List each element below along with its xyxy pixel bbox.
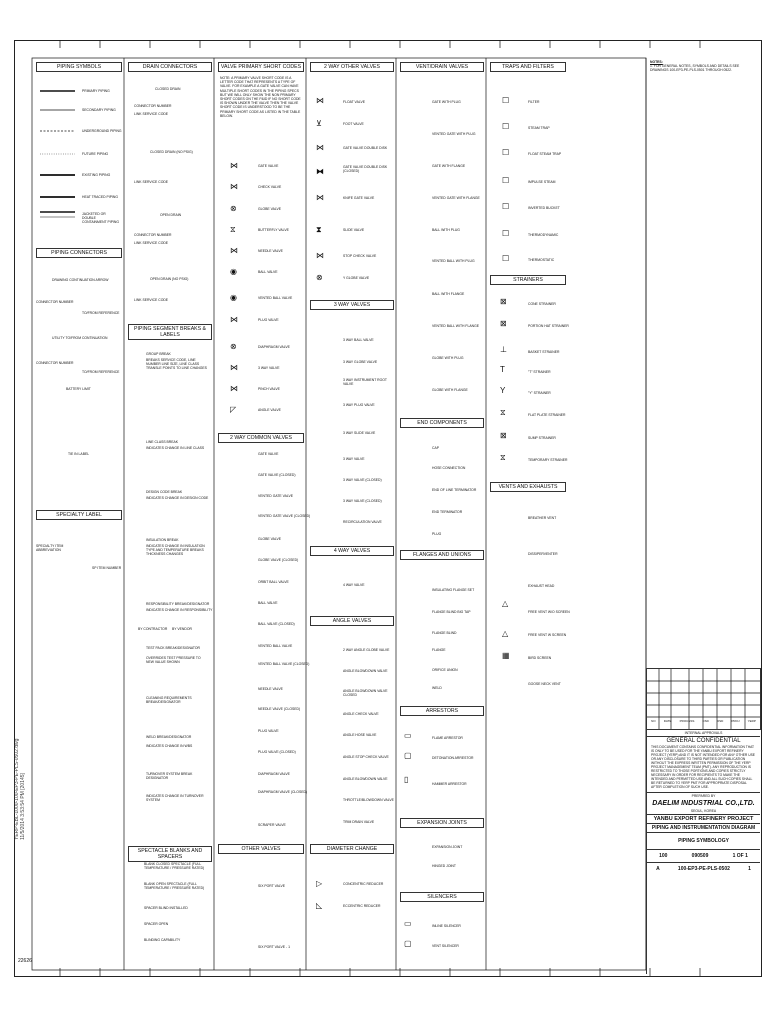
label-st-3: "T" STRAINER [528,370,551,374]
label-jacketed-piping: JACKETED OR DOUBLE CONTAINMENT PIPING [82,212,119,224]
label-3w-1: 3 WAY GLOBE VALVE [343,360,378,364]
label-cv-1: GATE VALVE (CLOSED) [258,473,296,477]
rev-col-date: DATE [663,719,672,723]
header-2way-common: 2 WAY COMMON VALVES [218,433,304,443]
label-fl-4: ORIFICE UNION [432,668,458,672]
label-cv-4: GLOBE VALVE [258,537,282,541]
label-six-port: SIX PORT VALVE [258,884,286,888]
company-city: SEOUL, KOREA [690,809,717,813]
label-st-7: TEMPORARY STRAINER [528,458,568,462]
angle-valve-icon: ◸ [230,405,237,414]
label-cleaning: CLEANING REQUIREMENTS BREAK/DESIGNATOR [146,696,192,704]
label-spacer-blind: SPACER BLIND INSTALLED [144,906,188,910]
header-flanges: FLANGES AND UNIONS [400,550,484,560]
label-av-2: ANGLE BLOWDOWN VALVE CLOSED [343,689,388,697]
label-3w-7: 3 WAY VALVE (CLOSED) [343,499,382,503]
pinch-valve-icon: ⋈ [230,384,238,393]
label-vd-2: GATE WITH FLANGE [432,164,466,168]
gate-double-disk-closed-icon: ⧓ [316,167,324,176]
header-vent-drain: VENT/DRAIN VALVES [400,62,484,72]
y-strainer-icon: Y [500,386,506,395]
label-fl-0: INSULATING FLANGE SET [432,588,475,592]
label-sc-3way: 3 WAY VALVE [258,366,280,370]
label-cv-11: NEEDLE VALVE [258,687,283,691]
label-vd-5: VENTED BALL WITH PLUG [432,259,475,263]
label-drawing-continuation: DRAWING CONTINUATION ARROW [52,278,109,282]
label-sc-diaphragm: DIAPHRAGM VALVE [258,345,290,349]
label-av-8: TRIM DRAIN VALVE [343,820,375,824]
header-4way: 4 WAY VALVES [310,546,394,556]
label-vx-2: EXHAUST HEAD [528,584,555,588]
needle-valve-icon: ⋈ [230,246,238,255]
label-3w-5: 3 WAY VALVE [343,457,365,461]
header-drain-connectors: DRAIN CONNECTORS [128,62,212,72]
label-line-class-desc: INDICATES CHANGE IN LINE CLASS [146,446,205,450]
label-sc-check: CHECK VALVE [258,185,282,189]
label-blank-open: BLANK OPEN SPECTACLE (FULL TEMPERATURE / PRESSURE RATED) [144,882,205,890]
label-vd-8: GLOBE WITH PLUG [432,356,464,360]
drawing-subtitle: PIPING SYMBOLOGY [678,838,729,844]
label-vx-3: FREE VENT W/O SCREEN [528,610,570,614]
label-cv-9: VENTED BALL VALVE [258,644,293,648]
label-vd-6: BALL WITH FLANGE [432,292,465,296]
label-battery-limit: BATTERY LIMIT [66,387,91,391]
label-design-code-break: DESIGN CODE BREAK [146,490,183,494]
label-specialty-abbrev: SPECIALTY ITEM ABBREVIATION [36,544,64,552]
label-sc-gate: GATE VALVE [258,164,279,168]
label-connector-number-2: CONNECTOR NUMBER [36,361,74,365]
free-vent-screen-icon: △ [502,629,509,638]
label-tf-3: IMPULSE STEAM [528,180,556,184]
bird-screen-icon: ▦ [502,651,510,660]
3way-valve-icon: ⋈ [230,363,238,372]
label-group-break: GROUP BREAK [146,352,171,356]
label-primary-piping: PRIMARY PIPING [82,89,110,93]
header-diameter-change: DIAMETER CHANGE [310,844,394,854]
label-fl-5: WELD [432,686,442,690]
label-dc-connector: CONNECTOR NUMBER [134,104,172,108]
label-ec-0: CAP [432,446,439,450]
header-vents: VENTS AND EXHAUSTS [490,482,566,492]
label-dc-service-2: LINK SERVICE CODE [134,180,169,184]
label-insulation-desc: INDICATES CHANGE IN INSULATION TYPE AND TEMPERATURE BREAKS THICKNESS CHANGES [146,544,205,556]
revision-grid [646,668,761,730]
label-av-3: ANGLE CHECK VALVE [343,712,379,716]
rev-col-dsd: DSD [717,719,724,723]
label-cv-14: PLUG VALVE (CLOSED) [258,750,296,754]
steam-trap-icon: ☐ [502,122,510,131]
label-closed-drain-nopsig: CLOSED DRAIN (NO PSIG) [150,150,193,154]
header-spectacle-blanks: SPECTACLE BLANKS AND SPACERS [128,846,212,862]
label-vx-1: DISSIPERVENTER [528,552,558,556]
temp-strainer-icon: ⧖ [500,453,506,462]
label-od-connector: CONNECTOR NUMBER [134,233,172,237]
label-ar-0: FLAME ARRESTOR [432,736,463,740]
rev-col-no: NO [651,719,656,723]
header-piping-symbols: PIPING SYMBOLS [36,62,122,72]
label-od-service-2: LINK SERVICE CODE [134,298,169,302]
label-cv-12: NEEDLE VALVE (CLOSED) [258,707,301,711]
eccentric-reducer-icon: ◺ [316,901,323,910]
project-name: YANBU EXPORT REFINERY PROJECT [653,816,754,822]
label-insulation-break: INSULATION BREAK [146,538,179,542]
label-st-4: "Y" STRAINER [528,391,551,395]
label-vx-4: FREE VENT W SCREEN [528,633,567,637]
label-av-1: ANGLE BLOWDOWN VALVE [343,669,388,673]
label-cv-6: ORBIT BALL VALVE [258,580,289,584]
label-design-code-desc: INDICATES CHANGE IN DESIGN CODE [146,496,209,500]
gate-valve-icon: ⋈ [230,161,238,170]
label-st-0: CONE STRAINER [528,302,556,306]
label-open-drain: OPEN DRAIN [160,213,182,217]
label-tf-6: THERMOSTATIC [528,258,555,262]
label-st-1: PORTION HAT STRAINER [528,324,569,328]
label-tf-0: FILTER [528,100,540,104]
label-cv-7: BALL VALVE [258,601,278,605]
label-ov-2: GATE VALVE DOUBLE DISK [343,146,388,150]
label-six-port-1: SIX PORT VALVE - 1 [258,945,290,949]
file-path-stamp: YERP-EBL-1000-100-EP3-PE-PLS-0502.dwg 11/5/2014 3:53:54 PM [20145] [14,738,26,840]
label-cv-17: SCRAPER VALVE [258,823,286,827]
header-valve-short-codes: VALVE PRIMARY SHORT CODES [218,62,304,72]
header-segment-breaks: PIPING SEGMENT BREAKS & LABELS [128,324,212,340]
label-heat-traced-piping: HEAT TRACED PIPING [82,195,118,199]
concentric-reducer-icon: ▷ [316,879,323,888]
header-traps-filters: TRAPS AND FILTERS [490,62,566,72]
label-responsibility-desc: INDICATES CHANGE IN RESPONSIBILITY [146,608,213,612]
header-2way-other: 2 WAY OTHER VALVES [310,62,394,72]
label-cv-8: BALL VALVE (CLOSED) [258,622,295,626]
knife-gate-icon: ⋈ [316,193,324,202]
label-tf-2: FLOAT STEAM TRAP [528,152,562,156]
inline-silencer-icon: ▭ [404,919,412,928]
label-group-break-desc: BREAKS SERVICE CODE, LINE NUMBER LINE SIZE, LINE CLASS TRANSLE POINTS TO LINE CHANGES [146,358,207,370]
header-silencers: SILENCERS [400,892,484,902]
notes-title: NOTES: [650,60,663,64]
label-ex-0: EXPANSION JOINT [432,845,463,849]
label-fl-2: FLANGE BLIND [432,631,457,635]
label-vd-0: GATE WITH PLUG [432,100,461,104]
label-vd-9: GLOBE WITH FLANGE [432,388,468,392]
rev-letter: A [656,866,660,872]
label-vx-6: GOOSE NECK VENT [528,682,561,686]
title-block [646,730,760,974]
label-cv-15: DIAPHRAGM VALVE [258,772,290,776]
drawing-number-row [647,863,760,875]
label-spacer-open: SPACER OPEN [144,922,169,926]
label-test-pack-desc: OVERRIDES TEST PRESSURE TO NEW VALUE SHOWN [146,656,201,664]
drawing-title: PIPING AND INSTRUMENTATION DIAGRAM [651,825,756,831]
label-3w-3: 3 WAY PLUG VALVE [343,403,375,407]
label-weld-break: WELD BREAK/DESIGNATOR [146,735,192,739]
rev-header-row [647,719,760,723]
unit-number: 100 [659,853,668,859]
rev-col-yerp: YERP [747,719,756,723]
label-od-service: LINK SERVICE CODE [134,241,169,245]
label-vx-0: BREATHER VENT [528,516,557,520]
thermostatic-icon: ☐ [502,254,510,263]
label-future-piping: FUTURE PIPING [82,152,109,156]
label-vd-1: VENTED GATE WITH PLUG [432,132,476,136]
label-cv-5: GLOBE VALVE (CLOSED) [258,558,299,562]
thermodynamic-icon: ☐ [502,229,510,238]
hammer-arrestor-icon: ▯ [404,775,409,784]
label-underground-piping: UNDERGROUND PIPING [82,129,122,133]
label-av-5: ANGLE STOP CHECK VALVE [343,755,389,759]
label-ex-1: HINGED JOINT [432,864,456,868]
globe-valve-icon: ⊗ [230,204,237,213]
notes-block [650,60,758,73]
label-fl-1: FLANGE BLIND BIG TAP [432,610,471,614]
float-trap-icon: ☐ [502,148,510,157]
company-name: DAELIM INDUSTRIAL CO.,LTD. [652,800,755,807]
gate-double-disk-icon: ⋈ [316,143,324,152]
prepared-by: PREPARED BY [691,794,716,798]
label-cv-13: PLUG VALVE [258,729,279,733]
stop-check-icon: ⋈ [316,251,324,260]
label-sc-pinch: PINCH VALVE [258,387,280,391]
label-3w-4: 3 WAY SLIDE VALVE [343,431,376,435]
label-ov-7: Y GLOBE VALVE [343,276,370,280]
label-sc-butterfly: BUTTERFLY VALVE [258,228,289,232]
vented-ball-icon: ◉ [230,293,237,302]
unit-row [647,850,760,862]
label-wbs-desc: INDICATES CHANGE IN WBS [146,744,193,748]
header-arrestors: ARRESTORS [400,706,484,716]
label-fl-3: FLANGE [432,648,446,652]
label-connector-number: CONNECTOR NUMBER [36,300,74,304]
label-sc-vented-ball: VENTED BALL VALVE [258,296,293,300]
label-sc-plug: PLUG VALVE [258,318,279,322]
label-turnover: TURNOVER SYSTEM BREAK DESIGNATOR [146,772,193,780]
plug-valve-icon: ⋈ [230,315,238,324]
t-strainer-icon: T [500,365,505,374]
label-sc-angle: ANGLE VALVE [258,408,281,412]
label-ec-1: HOSE CONNECTION [432,466,466,470]
internal-approvals: INTERNAL APPROVALS [684,731,723,735]
label-ov-3: GATE VALVE DOUBLE DISK (CLOSED) [343,165,388,173]
label-ov-4: KNIFE GATE VALVE [343,196,375,200]
label-st-6: SUMP STRAINER [528,436,556,440]
detonation-arrestor-icon: ▢ [404,751,412,760]
label-blinding-capability: BLINDING CAPABILITY [144,938,181,942]
drawing-number: 100-EP3-PE-PLS-0502 [677,866,730,872]
header-other-valves: OTHER VALVES [218,844,304,854]
label-ec-4: PLUG [432,532,442,536]
label-ar-1: DETONATION ARRESTOR [432,756,474,760]
butterfly-valve-icon: ⧖ [230,225,236,234]
label-turnover-desc: INDICATES CHANGE IN TURNOVER SYSTEM [146,794,204,802]
label-3w-6: 3 WAY VALVE (CLOSED) [343,478,382,482]
foot-valve-icon: ⊻ [316,119,322,128]
label-eccentric: ECCENTRIC REDUCER [343,904,381,908]
label-utility-continuation: UTILITY TO/FROM CONTINUATION [52,336,108,340]
label-concentric: CONCENTRIC REDUCER [343,882,384,886]
impulse-trap-icon: ☐ [502,176,510,185]
label-by-vendor: BY VENDOR [172,627,192,631]
label-ov-1: FOOT VALVE [343,122,364,126]
corner-code: 22626 [18,958,32,964]
label-av-0: 2 WAY ANGLE GLOBE VALVE [343,648,390,652]
filter-icon: ☐ [502,96,510,105]
label-st-2: BASKET STRAINER [528,350,560,354]
label-cv-0: GATE VALVE [258,452,279,456]
header-expansion: EXPANSION JOINTS [400,818,484,828]
label-ov-0: FLOAT VALVE [343,100,365,104]
hat-strainer-icon: ⊠ [500,319,507,328]
label-sp-item-number: SP ITEM NUMBER [92,566,122,570]
y-globe-icon: ⊗ [316,273,323,282]
label-sc-ball: BALL VALVE [258,270,278,274]
confidential-title: GENERAL CONFIDENTIAL [666,738,741,744]
label-cv-10: VENTED BALL VALVE (CLOSED) [258,662,310,666]
sump-strainer-icon: ⊠ [500,431,507,440]
diaphragm-valve-icon: ⊗ [230,342,237,351]
label-vd-7: VENTED BALL WITH FLANGE [432,324,479,328]
label-vx-5: BIRD SCREEN [528,656,552,660]
header-strainers: STRAINERS [490,275,566,285]
label-cv-16: DIAPHRAGM VALVE (CLOSED) [258,790,308,794]
label-responsibility-break: RESPONSIBILITY BREAK/DESIGNATOR [146,602,210,606]
slide-valve-icon: ⧗ [316,225,322,234]
label-ov-5: SLIDE VALVE [343,228,365,232]
label-vd-4: BALL WITH PLUG [432,228,460,232]
label-st-5: FLAT PLATE STRAINER [528,413,566,417]
label-existing-piping: EXISTING PIPING [82,173,111,177]
label-line-class-break: LINE CLASS BREAK [146,440,179,444]
rev-col-process: PROCESS [679,719,695,723]
label-4w-0: 4 WAY VALVE [343,583,365,587]
bucket-trap-icon: ☐ [502,202,510,211]
notes-text: 1. FOR GENERAL NOTES, SYMBOLS AND DETAILS SEE DRAWINGS 100-EP3-PE-PLS-0501 THROUGH 0522. [650,64,740,73]
label-tf-5: THERMODYNAMIC [528,233,559,237]
label-3w-0: 3 WAY BALL VALVE [343,338,374,342]
header-angle-valves: ANGLE VALVES [310,616,394,626]
label-cv-2: VENTED GATE VALVE [258,494,294,498]
label-av-7: THROTTLE/BLOWDOWN VALVE [343,798,394,802]
label-test-pack: TEST PACK BREAK/DESIGNATOR [146,646,201,650]
job-number: 090509 [691,853,709,859]
label-blank-closed: BLANK CLOSED SPECTACLE (FULL TEMPERATURE / PRESSURE RATED) [144,862,205,870]
label-sc-needle: NEEDLE VALVE [258,249,283,253]
label-ec-3: END TERMINATOR [432,510,463,514]
rev-col-proj: PROJ [731,719,740,723]
flat-plate-icon: ⧖ [500,408,506,417]
label-secondary-piping: SECONDARY PIPING [82,108,116,112]
label-tofrom-reference-2: TO/FROM REFERENCE [82,370,120,374]
label-open-drain-nopsig: OPEN DRAIN (NO PSIG) [150,277,189,281]
label-vd-3: VENTED GATE WITH FLANGE [432,196,480,200]
label-cv-3: VENTED GATE VALVE (CLOSED) [258,514,311,518]
float-valve-icon: ⋈ [316,96,324,105]
label-dc-service: LINK SERVICE CODE [134,112,169,116]
label-3w-2: 3 WAY INSTRUMENT ROOT VALVE [343,378,387,386]
label-tf-4: INVERTED BUCKET [528,206,560,210]
flame-arrestor-icon: ▭ [404,731,412,740]
sheet-number: 1 OF 1 [732,853,748,859]
confidential-text: THIS DOCUMENT CONTAINS CONFIDENTIAL INFORMATION THAT IS ONLY TO BE USED FOR THE YANBU EXPORT REFINERY PROJECT (YERP) AND IT IS NOT INTENDED FOR ANY OTHER USE OR ANY DISCLOSURE TO THIRD PARTIES OR PUBLICATION WITHOUT THE EXPRESS WRITTEN PERMISSION OF THE YERP PROJECT MANAGEMENT TEAM (PMT). ANY REPRODUCTION IS RESTRICTED TO THOSE PORTIONS AND COPIES STRICTLY NECESSARY IN ORDER FOR RECIPIENTS TO MAKE THE INTENDED AND PERMITTED USE AND ALL SUCH COPIES SHALL BE RETURNED TO YERP PMT FOR APPROPRIATE DISPOSAL AFTER COMPLETION OF SUCH USE. [651,745,755,789]
short-code-note: NOTE: A PRIMARY VALVE SHORT CODE IS A LETTER CODE THAT REPRESENTS A TYPE OF VALVE. FOR EXAMPLE A GATE VALVE CAN HAVE MULTIPLE SHORT CODES IN THE PIPING SPECS BUT WE WILL ONLY SHOW THE NON PRIMARY SHORT CODES ON THE P&ID IF NO SHORT CODE IS SHOWN UNDER THE VALVE THEN THE VALVE SHORT CODE IS UNDERSTOOD TO BE THE PRIMARY SHORT CODE AS LISTED IN THE TABLE BELOW. [220,76,301,118]
rev-number: 1 [748,866,751,872]
label-ov-6: STOP CHECK VALVE [343,254,377,258]
label-closed-drain: CLOSED DRAIN [155,87,181,91]
label-sil-0: INLINE SILENCER [432,924,461,928]
label-ar-2: HAMMER ARRESTOR [432,782,467,786]
rev-col-csd: CSD [702,719,709,723]
label-tofrom-reference: TO/FROM REFERENCE [82,311,120,315]
label-tf-1: STEAM TRAP [528,126,550,130]
check-valve-icon: ⋈ [230,182,238,191]
free-vent-icon: △ [502,599,509,608]
label-tie-in: TIE IN LABEL [68,452,90,456]
cone-strainer-icon: ⊠ [500,297,507,306]
label-by-contractor: BY CONTRACTOR [138,627,168,631]
label-av-4: ANGLE HOSE VALVE [343,733,377,737]
header-end-components: END COMPONENTS [400,418,484,428]
header-piping-connectors: PIPING CONNECTORS [36,248,122,258]
header-3way: 3 WAY VALVES [310,300,394,310]
ball-valve-icon: ◉ [230,267,237,276]
header-specialty-label: SPECIALTY LABEL [36,510,122,520]
label-3w-8: RECIRCULATION VALVE [343,520,382,524]
label-sc-globe: GLOBE VALVE [258,207,282,211]
label-sil-1: VENT SILENCER [432,944,459,948]
label-ec-2: END OF LINE TERMINATOR [432,488,477,492]
vent-silencer-icon: ▢ [404,939,412,948]
label-av-6: ANGLE BLOWDOWN VALVE [343,777,388,781]
basket-strainer-icon: ⊥ [500,345,507,354]
